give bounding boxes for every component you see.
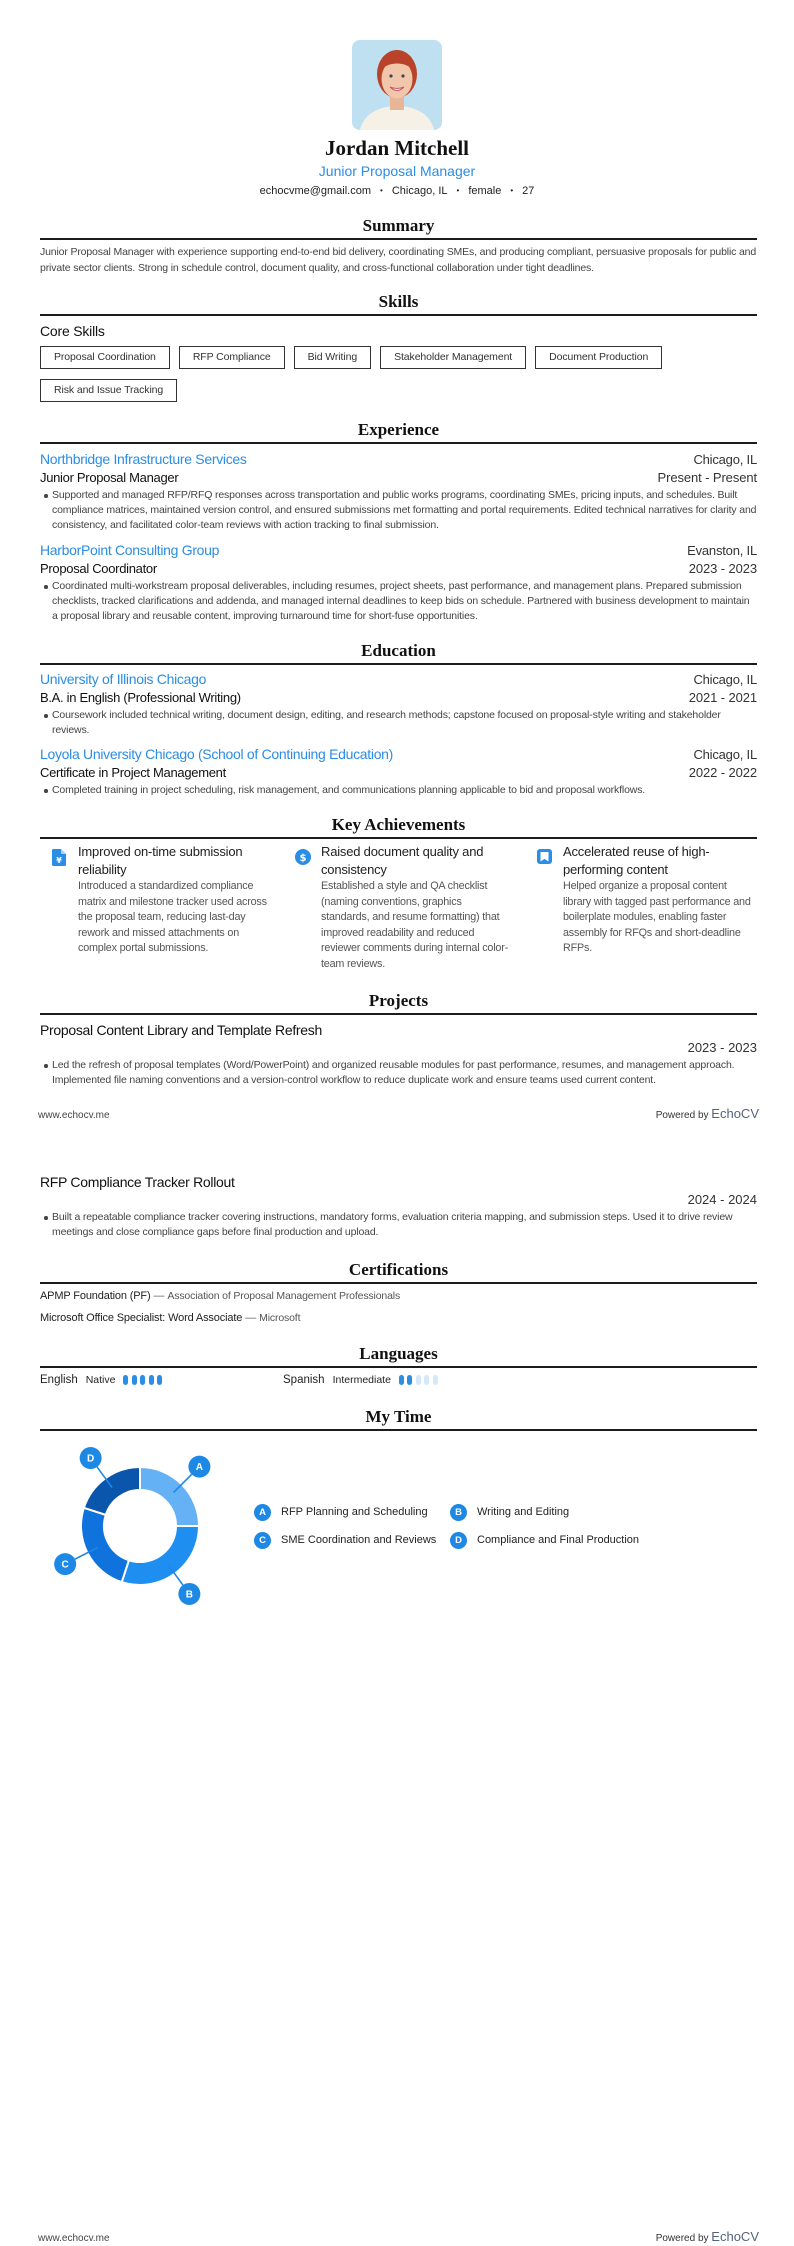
education-dates: 2021 - 2021 <box>688 690 757 705</box>
education-entry <box>40 670 757 738</box>
project-title: RFP Compliance Tracker Rollout <box>40 1174 235 1190</box>
section-title: Languages <box>359 1344 438 1363</box>
project-entry <box>40 1173 757 1240</box>
bullet-item: Coordinated multi-workstream proposal deliverables, including resumes, project sheets, past performance, and management plans. Prepared submission checklists, tracked clarifications and addenda, and managed internal deadlines to keep bids on schedule. Partnered with business development to maintain a proposal library and reusable content, improving turnaround time for short-fuse opportunities. <box>40 579 757 624</box>
languages-section <box>40 1344 757 1388</box>
brand-logo-text[interactable]: EchoCV <box>711 1106 759 1121</box>
language-item-english <box>40 1372 283 1388</box>
achievement-title: Accelerated reuse of high-performing content <box>563 844 710 877</box>
languages-list <box>40 1372 757 1388</box>
proficiency-dots <box>399 1375 442 1385</box>
skills-section <box>40 292 757 402</box>
section-title: My Time <box>365 1407 432 1426</box>
achievement-item <box>283 843 525 972</box>
certification-name: APMP Foundation (PF) <box>40 1290 151 1302</box>
project-title: Proposal Content Library and Template Refresh <box>40 1022 322 1038</box>
profile-photo <box>352 40 442 130</box>
powered-by <box>656 1106 759 1121</box>
candidate-title: Junior Proposal Manager <box>318 163 476 179</box>
degree: Certificate in Project Management <box>40 765 226 780</box>
proficiency-dot-filled <box>157 1375 162 1385</box>
section-heading <box>40 1344 757 1368</box>
job-dates: 2023 - 2023 <box>688 561 757 576</box>
job-location: Chicago, IL <box>693 452 757 467</box>
proficiency-dot-empty <box>433 1375 438 1385</box>
chart-legend <box>254 1503 680 1549</box>
legend-label: Compliance and Final Production <box>477 1534 640 1546</box>
legend-item-d <box>450 1531 680 1549</box>
summary-text: Junior Proposal Manager with experience supporting end-to-end bid delivery, coordinating SMEs, and producing compliant, persuasive proposals for public and private sector clients. Strong in schedule control, document quality, and cross-functional collaboration under tight deadlines. <box>40 246 757 274</box>
legend-item-b <box>450 1503 680 1521</box>
brand-logo-text[interactable]: EchoCV <box>711 2229 759 2244</box>
section-title: Key Achievements <box>331 815 466 834</box>
time-donut-chart <box>0 1443 260 1643</box>
skill-tag: Bid Writing <box>294 346 371 369</box>
donut-segment-c <box>81 1508 129 1582</box>
footer-url-link[interactable]: www.echocv.me <box>38 2233 110 2244</box>
achievement-item <box>40 843 283 972</box>
section-title: Experience <box>357 420 440 439</box>
proficiency-dots <box>123 1375 166 1385</box>
achievement-description: Helped organize a proposal content library with tagged past performance and boilerplate modules, enabling faster assembly for RFQs and short-deadline RFPs. <box>563 880 751 954</box>
language-level: Native <box>85 1374 116 1386</box>
language-name: Spanish <box>283 1374 325 1386</box>
projects-section-continued <box>40 1173 757 1240</box>
segment-label-text: D <box>87 1453 95 1465</box>
experience-entry <box>40 541 757 624</box>
skill-tag: Stakeholder Management <box>380 346 526 369</box>
legend-item-c <box>254 1531 450 1549</box>
segment-label-text: B <box>185 1589 193 1601</box>
section-heading <box>40 1260 757 1284</box>
proficiency-dot-filled <box>132 1375 137 1385</box>
separator-dot: • <box>456 186 460 195</box>
section-heading <box>40 1407 757 1431</box>
project-dates: 2024 - 2024 <box>687 1192 757 1207</box>
degree: B.A. in English (Professional Writing) <box>40 690 241 705</box>
language-level: Intermediate <box>332 1374 391 1386</box>
separator-dot: • <box>380 186 383 195</box>
page-footer <box>38 2229 759 2244</box>
job-role: Junior Proposal Manager <box>40 470 179 485</box>
school-name: Loyola University Chicago (School of Continuing Education) <box>40 746 394 762</box>
company-name: HarborPoint Consulting Group <box>40 542 220 558</box>
section-title: Certifications <box>348 1260 449 1279</box>
contact-age: 27 <box>522 185 535 197</box>
proficiency-dot-empty <box>424 1375 429 1385</box>
proficiency-dot-filled <box>407 1375 412 1385</box>
document-yen-icon <box>40 843 78 972</box>
section-heading <box>40 815 757 839</box>
achievement-description: Introduced a standardized compliance matrix and milestone tracker used across the proposal team, reducing last-day rework and missed attachments on complex portal submissions. <box>78 880 267 954</box>
legend-label: SME Coordination and Reviews <box>281 1534 437 1546</box>
education-dates: 2022 - 2022 <box>688 765 757 780</box>
legend-badge: A <box>254 1504 271 1521</box>
proficiency-dot-filled <box>149 1375 154 1385</box>
achievements-grid <box>40 843 757 972</box>
page-footer <box>38 1106 759 1121</box>
donut-segment-b <box>122 1526 199 1585</box>
job-dates: Present - Present <box>657 470 757 485</box>
segment-label-text: C <box>61 1559 69 1571</box>
project-entry <box>40 1021 757 1088</box>
legend-badge: B <box>450 1504 467 1521</box>
contact-gender: female <box>468 185 502 197</box>
bullet-item: Supported and managed RFP/RFQ responses across transportation and public works programs, coordinating SMEs, pricing inputs, and schedules. Built compliance matrices, maintained version control, and ensured submissions met formatting and portal requirements. Edited technical narratives for clarity and consistency, and facilitated color-team reviews with action tracking to final submission. <box>40 488 757 533</box>
skill-tag: Risk and Issue Tracking <box>40 379 177 402</box>
section-title: Education <box>361 641 436 660</box>
bullet-item: Coursework included technical writing, document design, editing, and research methods; capstone focused on proposal-style writing and stakeholder reviews. <box>40 708 757 738</box>
powered-by-prefix: Powered by <box>655 1110 709 1121</box>
powered-by-prefix: Powered by <box>655 2233 709 2244</box>
summary-section <box>40 216 757 276</box>
legend-label: RFP Planning and Scheduling <box>281 1506 428 1518</box>
contact-location: Chicago, IL <box>391 185 448 197</box>
company-name: Northbridge Infrastructure Services <box>40 451 247 467</box>
achievement-description: Established a style and QA checklist (naming conventions, graphics standards, and resume formatting) that improved readability and reduced reviewer comments during internal color-team reviews. <box>321 880 509 970</box>
skill-tag: RFP Compliance <box>179 346 285 369</box>
achievements-section <box>40 815 757 972</box>
powered-by <box>656 2229 759 2244</box>
school-name: University of Illinois Chicago <box>40 671 207 687</box>
legend-badge: C <box>254 1532 271 1549</box>
education-entry <box>40 745 757 798</box>
skill-tag: Proposal Coordination <box>40 346 170 369</box>
dash-separator: — <box>153 1290 165 1302</box>
separator-dot: • <box>510 186 514 195</box>
legend-label: Writing and Editing <box>477 1506 570 1518</box>
language-item-spanish <box>283 1372 526 1388</box>
section-heading <box>40 641 757 665</box>
language-name: English <box>40 1374 78 1386</box>
projects-section <box>40 991 757 1088</box>
dash-separator: — <box>245 1312 257 1324</box>
section-title: Skills <box>378 292 419 311</box>
achievement-title: Raised document quality and consistency <box>321 844 484 877</box>
bookmark-icon <box>525 843 563 972</box>
skill-tags <box>40 346 757 402</box>
job-location: Evanston, IL <box>687 543 757 558</box>
certification-issuer: Association of Proposal Management Professionals <box>167 1290 401 1302</box>
experience-section <box>40 420 757 624</box>
section-title: Projects <box>368 991 429 1010</box>
section-heading <box>40 216 757 240</box>
my-time-section <box>40 1407 757 1431</box>
dollar-circle-icon <box>283 843 321 972</box>
education-section <box>40 641 757 798</box>
certification-item <box>40 1310 757 1326</box>
achievement-title: Improved on-time submission reliability <box>78 844 243 877</box>
proficiency-dot-empty <box>416 1375 421 1385</box>
experience-entry <box>40 450 757 533</box>
certifications-section <box>40 1260 757 1326</box>
candidate-name: Jordan Mitchell <box>324 136 470 160</box>
legend-item-a <box>254 1503 450 1521</box>
skill-group-label: Core Skills <box>40 323 105 339</box>
achievement-item <box>525 843 757 972</box>
bullet-item: Led the refresh of proposal templates (Word/PowerPoint) and organized reusable modules for past performance, resumes, and management approach. Implemented file naming conventions and a version-control workflow to reduce duplicate work and ensure teams used current content. <box>40 1058 757 1088</box>
proficiency-dot-filled <box>123 1375 128 1385</box>
bullet-item: Built a repeatable compliance tracker covering instructions, mandatory forms, evaluation criteria mapping, and submission steps. Used it to drive review meetings and close compliance gaps before final production and upload. <box>40 1210 757 1240</box>
proficiency-dot-filled <box>399 1375 404 1385</box>
project-dates: 2023 - 2023 <box>687 1040 757 1055</box>
legend-badge: D <box>450 1532 467 1549</box>
footer-url-link[interactable]: www.echocv.me <box>38 1110 110 1121</box>
contact-email[interactable]: echocvme@gmail.com <box>259 185 372 197</box>
section-title: Summary <box>362 216 435 235</box>
resume-page-2 <box>0 1123 794 2246</box>
bullet-item: Completed training in project scheduling, risk management, and communications planning applicable to bid and proposal workflows. <box>40 783 757 798</box>
donut-segment-d <box>84 1467 140 1515</box>
certification-issuer: Microsoft <box>259 1312 301 1324</box>
section-heading <box>40 991 757 1015</box>
certification-name: Microsoft Office Specialist: Word Associate <box>40 1312 243 1324</box>
segment-label-text: A <box>195 1462 204 1474</box>
skill-tag: Document Production <box>535 346 662 369</box>
proficiency-dot-filled <box>140 1375 145 1385</box>
section-heading <box>40 292 757 316</box>
svg-text:$: $ <box>299 853 307 864</box>
contact-line <box>0 184 794 198</box>
school-location: Chicago, IL <box>693 672 757 687</box>
certification-item <box>40 1288 757 1304</box>
school-location: Chicago, IL <box>693 747 757 762</box>
job-role: Proposal Coordinator <box>40 561 157 576</box>
section-heading <box>40 420 757 444</box>
svg-text:¥: ¥ <box>56 856 62 865</box>
